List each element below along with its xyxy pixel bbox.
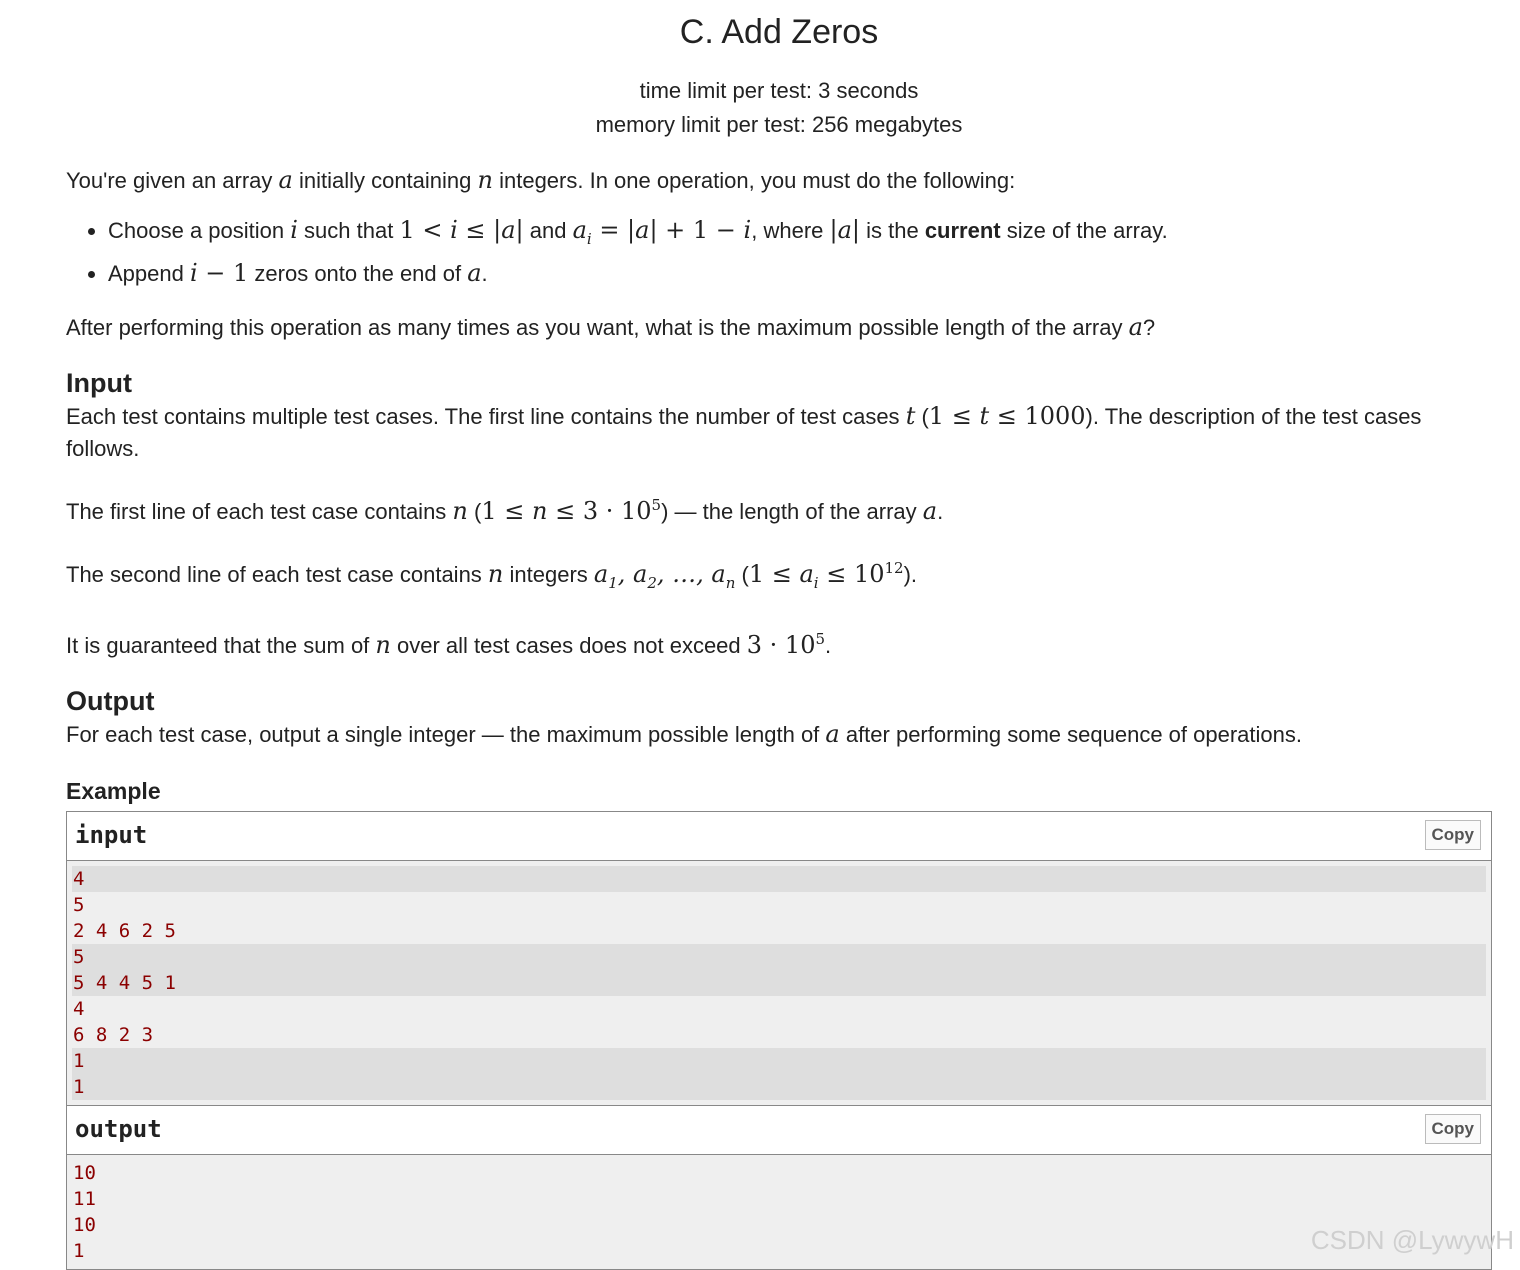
input-line: 1 bbox=[72, 1074, 1486, 1100]
input-p3: The second line of each test case contains n integers $a_1$, $a_2$, …, $a_n$ $(1 \le a_i \le 10^{12})$. bbox=[66, 558, 918, 592]
list-item: • Append i − 1 zeros onto the end of a. bbox=[108, 256, 1492, 291]
example-heading: Example bbox=[66, 777, 161, 804]
watermark: CSDN @LywywH bbox=[1310, 1225, 1514, 1255]
output-heading: Output bbox=[66, 685, 155, 716]
input-heading: Input bbox=[66, 367, 132, 398]
output-line: 11 bbox=[73, 1187, 96, 1210]
input-p1: Each test contains multiple test cases. The first line contains the number of test cases t (1 ≤ t ≤ 1000). The description of the test cases follows. bbox=[66, 401, 1422, 461]
copy-output-button[interactable]: Copy bbox=[1425, 1114, 1482, 1144]
list-item: • Choose a position i such that 1 < i ≤ |a| and $a_i = |a| + 1 - i$, where |a| is the current size of the array. bbox=[108, 213, 1492, 256]
input-line: 6 8 2 3 bbox=[73, 1023, 154, 1046]
sample-test bbox=[66, 811, 1492, 1270]
input-line: 2 4 6 2 5 bbox=[73, 919, 176, 942]
problem-page bbox=[66, 0, 1492, 1270]
input-line: 5 bbox=[73, 893, 85, 916]
input-p2: The first line of each test case contains n $(1 \le n \le 3 \cdot 10^5)$ — the length of the array a. bbox=[66, 495, 944, 525]
output-line: 10 bbox=[73, 1161, 96, 1184]
output-label: output bbox=[75, 1114, 162, 1143]
statement-question: After performing this operation as many times as you want, what is the maximum possible length of the array a? bbox=[66, 312, 1156, 341]
output-body bbox=[67, 1155, 1491, 1269]
output-header bbox=[67, 1106, 1491, 1155]
input-line: 4 bbox=[73, 997, 85, 1020]
statement-intro: You're given an array a initially containing n integers. In one operation, you must do the following: bbox=[66, 166, 1016, 194]
problem-title: C. Add Zeros bbox=[679, 13, 879, 51]
output-p1: For each test case, output a single integer — the maximum possible length of a after performing some sequence of operations. bbox=[66, 719, 1302, 748]
output-line: 10 bbox=[73, 1213, 96, 1236]
output-line: 1 bbox=[73, 1239, 85, 1262]
memory-limit: memory limit per test: 256 megabytes bbox=[595, 112, 963, 137]
limits bbox=[66, 74, 1492, 142]
input-line: 1 bbox=[72, 1048, 1486, 1074]
time-limit: time limit per test: 3 seconds bbox=[639, 78, 919, 103]
input-line: 4 bbox=[72, 866, 1486, 892]
input-label: input bbox=[75, 820, 148, 849]
input-body bbox=[67, 861, 1491, 1105]
input-header bbox=[67, 812, 1491, 861]
operation-list bbox=[66, 213, 1492, 291]
copy-input-button[interactable]: Copy bbox=[1425, 820, 1482, 850]
input-line: 5 bbox=[72, 944, 1486, 970]
input-line: 5 4 4 5 1 bbox=[72, 970, 1486, 996]
input-p4: It is guaranteed that the sum of n over all test cases does not exceed $3 \cdot 10^5$. bbox=[66, 629, 832, 659]
